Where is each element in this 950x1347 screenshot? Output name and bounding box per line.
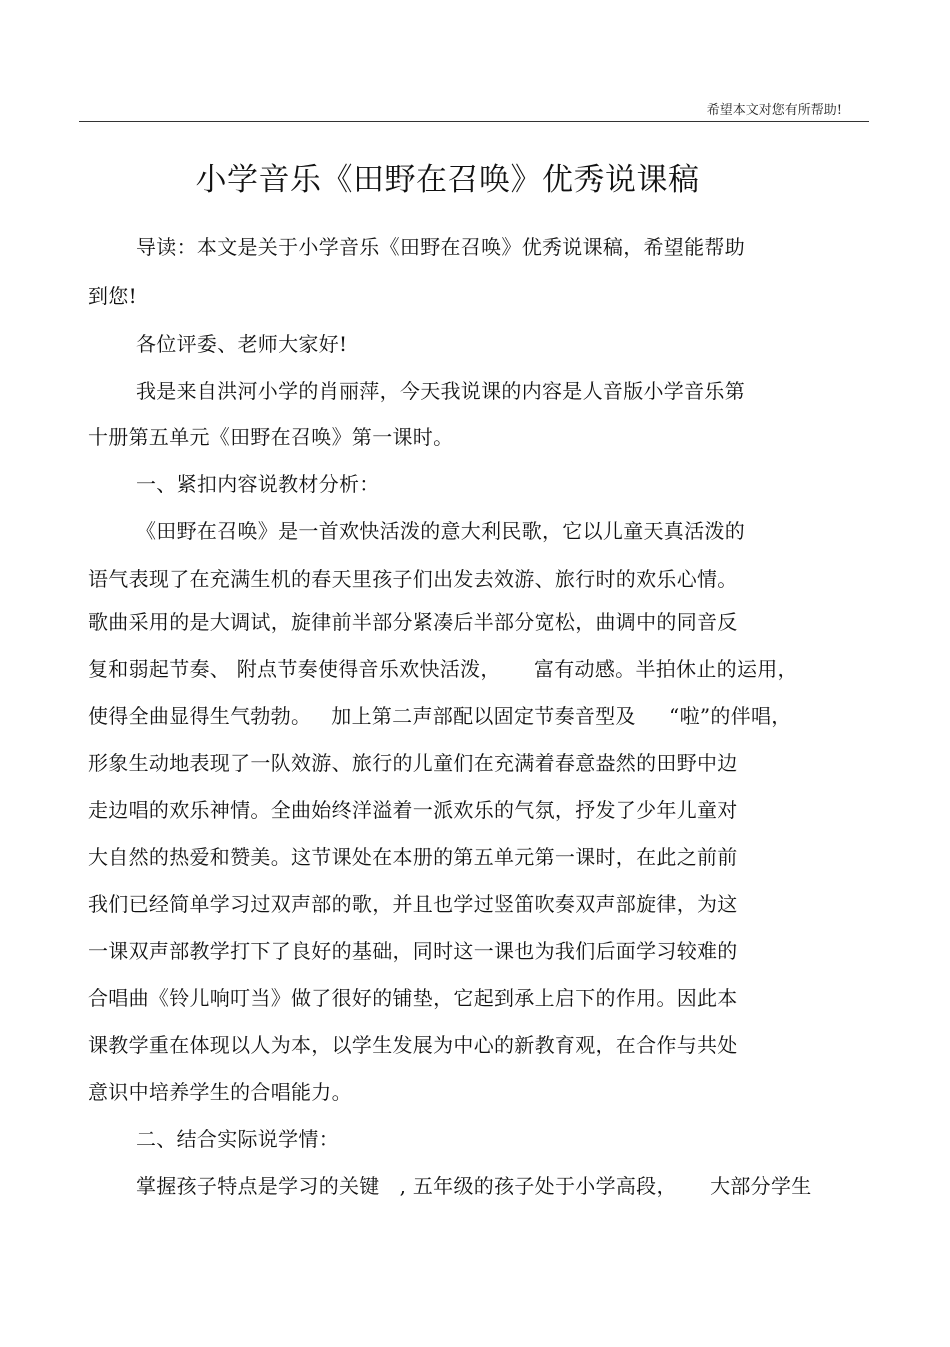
body-line: 我是来自洪河小学的肖丽萍，今天我说课的内容是人音版小学音乐第 (136, 379, 745, 403)
body-line: 形象生动地表现了一队效游、旅行的儿童们在充满着春意盎然的田野中边 (88, 751, 738, 775)
body-line: 掌握孩子特点是学习的关键 , 五年级的孩子处于小学高段， 大部分学生 (136, 1174, 812, 1198)
body-line: 意识中培养学生的合唱能力。 (88, 1080, 352, 1104)
body-line: 走边唱的欢乐神情。全曲始终洋溢着一派欢乐的气氛，抒发了少年儿童对 (88, 798, 738, 822)
body-line: 使得全曲显得生气勃勃。 加上第二声部配以固定节奏音型及 “啦”的伴唱， (88, 704, 792, 728)
body-line: 合唱曲《铃儿响叮当》做了很好的铺垫，它起到承上启下的作用。因此本 (88, 986, 738, 1010)
body-line: 一、紧扣内容说教材分析： (136, 472, 380, 496)
body-line: 课教学重在体现以人为本，以学生发展为中心的新教育观，在合作与共处 (88, 1033, 738, 1057)
body-line: 二、结合实际说学情： (136, 1127, 339, 1151)
body-line: 语气表现了在充满生机的春天里孩子们出发去效游、旅行时的欢乐心情。 (88, 567, 738, 591)
body-line: 各位评委、老师大家好! (136, 332, 348, 356)
body-line: 导读：本文是关于小学音乐《田野在召唤》优秀说课稿，希望能帮助 (136, 235, 745, 259)
body-line: 大自然的热爱和赞美。这节课处在本册的第五单元第一课时，在此之前前 (88, 845, 738, 869)
body-line: 我们已经简单学习过双声部的歌，并且也学过竖笛吹奏双声部旋律，为这 (88, 892, 738, 916)
body-line: 歌曲采用的是大调试，旋律前半部分紧凑后半部分宽松，曲调中的同音反 (88, 610, 738, 634)
body-line: 一课双声部教学打下了良好的基础，同时这一课也为我们后面学习较难的 (88, 939, 738, 963)
document-title: 小学音乐《田野在召唤》优秀说课稿 (195, 162, 700, 198)
body-line: 十册第五单元《田野在召唤》第一课时。 (88, 425, 454, 449)
body-line: 《田野在召唤》是一首欢快活泼的意大利民歌，它以儿童天真活泼的 (136, 519, 745, 543)
header-note: 希望本文对您有所帮助! (706, 103, 842, 118)
header-rule (79, 121, 869, 122)
body-line: 复和弱起节奏、 附点节奏使得音乐欢快活泼， 富有动感。半拍休止的运用， (88, 657, 798, 681)
body-line: 到您! (88, 284, 137, 308)
